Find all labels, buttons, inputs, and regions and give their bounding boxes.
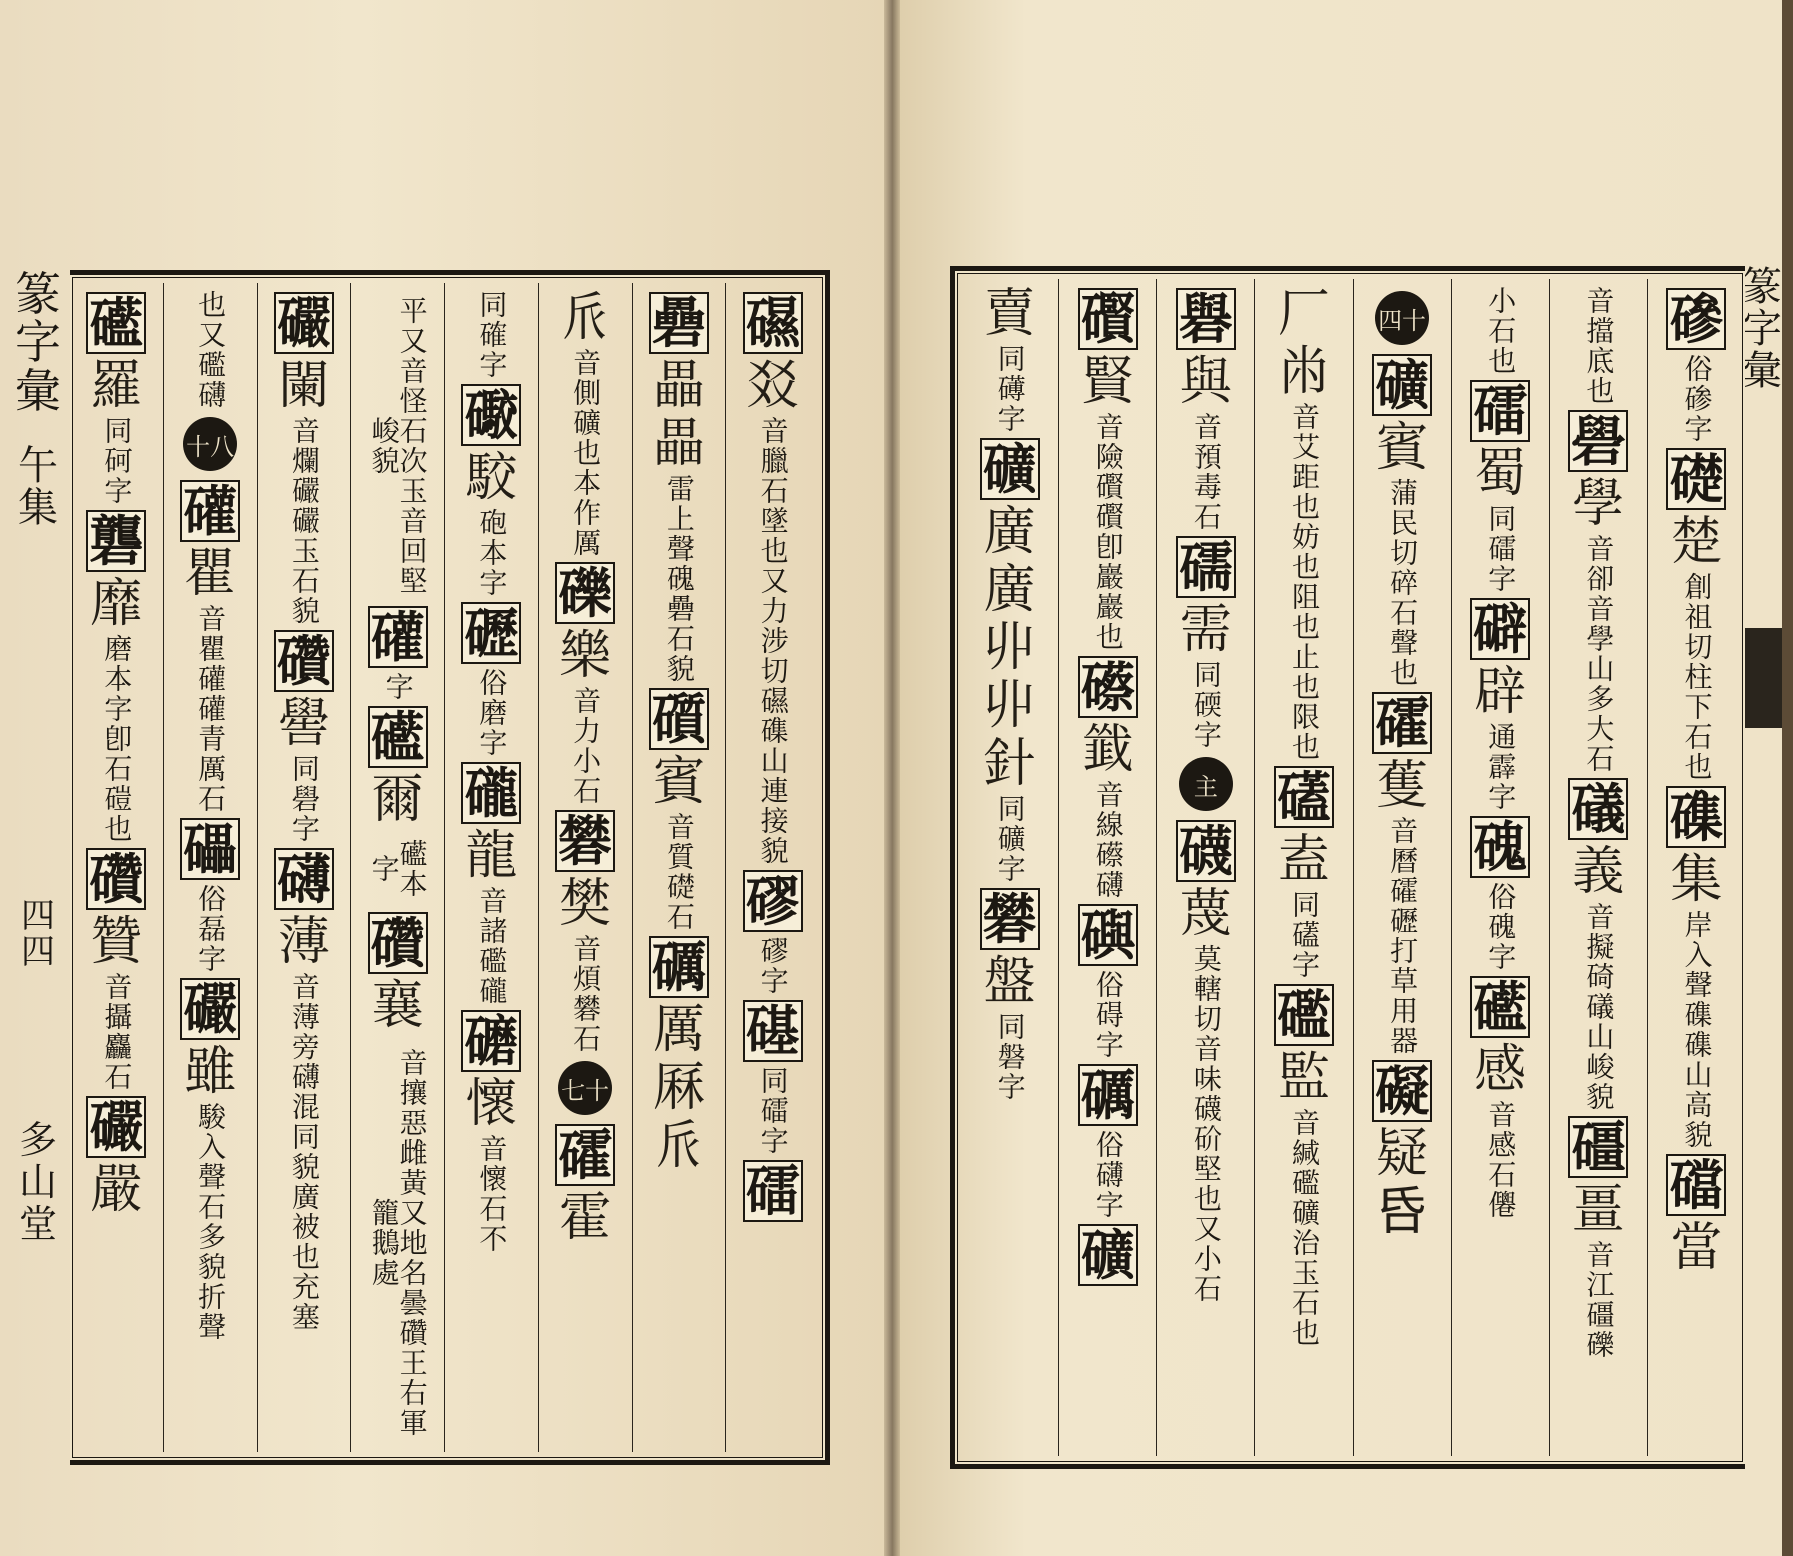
annotation-text: 同砢字 xyxy=(100,416,134,506)
headword-glyph: 礴 xyxy=(274,848,334,910)
seal-script-glyph: 𠂢 xyxy=(559,288,612,348)
headword-glyph: 礥 xyxy=(1078,288,1138,350)
headword-glyph: 礘 xyxy=(743,292,803,354)
annotation-text: 俗磨字 xyxy=(475,668,509,758)
headword-glyph: 礪 xyxy=(649,936,709,998)
page-number: 四四 xyxy=(21,895,55,972)
seal-script-glyph: 辟 xyxy=(1474,662,1527,722)
annotation-text: 音艾距也妨也阻也止也限也 xyxy=(1287,402,1321,762)
stroke-count-badge: 十八 xyxy=(183,417,237,471)
text-column xyxy=(725,283,819,1452)
headword-glyph: 礭 xyxy=(555,1124,615,1186)
headword-glyph: 礚 xyxy=(1274,766,1334,828)
annotation-text: 音擬碕礒山峻貌 xyxy=(1582,902,1616,1112)
headword-glyph: 礑 xyxy=(1666,1154,1726,1216)
headword-glyph: 礷 xyxy=(1470,976,1530,1038)
annotation-text: 通霹字 xyxy=(1484,722,1518,812)
text-column xyxy=(538,283,632,1452)
annotation-text: 音攘惡雌黃又地名曇礸王右軍籠鵝處 xyxy=(367,1048,429,1439)
headword-glyph: 礌 xyxy=(743,1160,803,1222)
text-column xyxy=(1353,279,1451,1456)
headword-glyph: 礜 xyxy=(1176,288,1236,350)
seal-script-glyph: 疑 xyxy=(1376,1124,1429,1184)
seal-script-glyph: 丱 xyxy=(983,676,1036,736)
text-column xyxy=(1451,279,1549,1456)
annotation-text: 同礌字 xyxy=(756,1066,790,1156)
annotation-text: 音曆礭礰打草用器 xyxy=(1386,816,1420,1056)
seal-script-glyph: 襄 xyxy=(371,975,424,1036)
annotation-text: 俗礴字 xyxy=(1091,1130,1125,1220)
annotation-text: 同確字 xyxy=(475,290,509,380)
seal-script-glyph: 畾 xyxy=(652,414,705,474)
headword-glyph: 礨 xyxy=(649,292,709,354)
annotation-text: 音感石㒨 xyxy=(1484,1100,1518,1220)
text-column xyxy=(257,283,351,1452)
book-gutter xyxy=(884,0,900,1556)
headword-glyph: 礪 xyxy=(1078,1064,1138,1126)
seal-script-glyph: 薄 xyxy=(277,912,330,972)
annotation-text: 平又音怪石次玉音回堅峻貌 xyxy=(367,295,429,596)
annotation-text: 音卻音學山多大石 xyxy=(1582,534,1616,774)
seal-script-glyph: 與 xyxy=(1179,352,1232,412)
seal-script-glyph: 爾 xyxy=(371,769,424,830)
seal-script-glyph: 厂 xyxy=(1277,284,1330,344)
headword-glyph: 礦 xyxy=(1372,354,1432,416)
seal-script-glyph: 駮 xyxy=(465,448,518,508)
seal-script-glyph: 畾 xyxy=(652,356,705,416)
seal-script-glyph: 羅 xyxy=(90,356,143,416)
seal-script-glyph: 樂 xyxy=(559,626,612,686)
annotation-text: 俗碜字 xyxy=(1680,354,1714,444)
headword-glyph: 礔 xyxy=(1470,598,1530,660)
annotation-text: 同礚字 xyxy=(1287,890,1321,980)
seal-script-glyph: 闌 xyxy=(277,356,330,416)
headword-glyph: 礸 xyxy=(86,848,146,910)
annotation-text: 俗磈字 xyxy=(1484,882,1518,972)
headword-glyph: 礱 xyxy=(86,510,146,572)
annotation-text: 俗磊字 xyxy=(194,884,228,974)
text-column xyxy=(632,283,726,1452)
seal-script-glyph: 義 xyxy=(1572,842,1625,902)
headword-glyph: 礶 xyxy=(180,480,240,542)
annotation-text: 音側礦也本作厲 xyxy=(569,348,603,558)
seal-script-glyph: 賓 xyxy=(1376,418,1429,478)
stroke-count-badge: 七十 xyxy=(558,1061,612,1115)
headword-glyph: 礣 xyxy=(1176,820,1236,882)
annotation-text: 音線礤礴 xyxy=(1091,780,1125,900)
stroke-count-badge: 四十 xyxy=(1375,291,1429,345)
headword-glyph: 礫 xyxy=(555,562,615,624)
seal-script-glyph: 盍 xyxy=(1277,830,1330,890)
annotation-text: 俗碍字 xyxy=(1091,970,1125,1060)
headword-glyph: 磈 xyxy=(1470,816,1530,878)
seal-script-glyph: 蜀 xyxy=(1474,444,1527,504)
headword-glyph: 礸 xyxy=(274,630,334,692)
headword-glyph: 礦 xyxy=(1078,1224,1138,1286)
seal-script-glyph: 感 xyxy=(1474,1040,1527,1100)
seal-script-glyph: 盤 xyxy=(983,952,1036,1012)
annotation-text: 蒲民切碎石聲也 xyxy=(1386,478,1420,688)
annotation-text: 同磐字 xyxy=(993,1012,1027,1102)
annotation-text: 音力小石 xyxy=(569,686,603,806)
headword-glyph: 礧 xyxy=(180,818,240,880)
seal-script-glyph: 學 xyxy=(1572,474,1625,534)
seal-script-glyph: 韱 xyxy=(1081,720,1134,780)
seal-script-glyph: 厤 xyxy=(652,1058,705,1118)
text-column xyxy=(70,283,163,1452)
headword-glyph: 礬 xyxy=(980,888,1040,950)
headword-glyph: 礦 xyxy=(980,438,1040,500)
headword-glyph: 礖 xyxy=(1078,904,1138,966)
left-text-frame xyxy=(70,270,830,1465)
annotation-text: 音瞿礶礶青厲石 xyxy=(194,604,228,814)
annotation-text: 音險礥礥卽巖巖也 xyxy=(1091,412,1125,652)
text-column xyxy=(1156,279,1254,1456)
annotation-text: 也又礛礴 xyxy=(194,290,228,410)
seal-script-glyph: 丱 xyxy=(983,618,1036,678)
seal-script-glyph: 楚 xyxy=(1670,512,1723,572)
text-column xyxy=(1549,279,1647,1456)
annotation-text: 音煩礬石 xyxy=(569,934,603,1054)
headword-glyph: 礹 xyxy=(86,1096,146,1158)
seal-script-glyph: 懷 xyxy=(465,1074,518,1134)
seal-script-glyph: 廣 xyxy=(983,502,1036,562)
seal-script-glyph: 需 xyxy=(1179,600,1232,660)
headword-glyph: 礰 xyxy=(461,602,521,664)
headword-glyph: 礒 xyxy=(1568,778,1628,840)
text-column xyxy=(1058,279,1156,1456)
annotation-text: 礷本字 xyxy=(367,838,429,899)
text-column xyxy=(350,283,444,1452)
headword-glyph: 磣 xyxy=(1666,288,1726,350)
right-text-frame xyxy=(950,266,1745,1469)
annotation-text: 同礦字 xyxy=(993,794,1027,884)
annotation-text: 雷上聲磈礨石貌 xyxy=(662,474,696,684)
seal-script-glyph: 針 xyxy=(983,734,1036,794)
headword-glyph: 礷 xyxy=(368,706,428,768)
annotation-text: 音懷石不 xyxy=(475,1134,509,1254)
seal-script-glyph: 㸚 xyxy=(746,356,799,416)
headword-glyph: 磟 xyxy=(743,870,803,932)
annotation-text: 岸入聲磼磼山高貌 xyxy=(1680,910,1714,1150)
headword-glyph: 礙 xyxy=(1372,1060,1432,1122)
annotation-text: 同礐字 xyxy=(287,754,321,844)
seal-script-glyph: 樊 xyxy=(559,874,612,934)
headword-glyph: 礝 xyxy=(1176,536,1236,598)
headword-glyph: 礳 xyxy=(461,1010,521,1072)
seal-script-glyph: 雖 xyxy=(184,1042,237,1102)
headword-glyph: 礶 xyxy=(368,606,428,668)
annotation-text: 莫轄切音味礣砎堅也又小石 xyxy=(1189,944,1223,1304)
seal-script-glyph: 𠯑 xyxy=(1376,1182,1429,1242)
book-title-right: 篆字彙 xyxy=(1742,264,1782,394)
annotation-text: 小石也 xyxy=(1484,286,1518,376)
seal-script-glyph: 蔑 xyxy=(1179,884,1232,944)
annotation-text: 音爛礹礹玉石貌 xyxy=(287,416,321,626)
seal-script-glyph: 嚴 xyxy=(90,1160,143,1220)
seal-script-glyph: 賓 xyxy=(652,752,705,812)
seal-script-glyph: 當 xyxy=(1670,1218,1723,1278)
seal-script-glyph: 㡀 xyxy=(1277,342,1330,402)
headword-glyph: 礤 xyxy=(1078,656,1138,718)
left-margin-strip xyxy=(14,267,62,1460)
annotation-text: 音擋底也 xyxy=(1582,286,1616,406)
text-column xyxy=(1254,279,1352,1456)
seal-script-glyph: 監 xyxy=(1277,1048,1330,1108)
annotation-text: 音諸礛礲 xyxy=(475,886,509,1006)
text-column xyxy=(1647,279,1745,1456)
seal-script-glyph: 霍 xyxy=(559,1188,612,1248)
seal-script-glyph: 賢 xyxy=(1081,352,1134,412)
seal-script-glyph: 𠂢 xyxy=(652,1116,705,1176)
headword-glyph: 礎 xyxy=(1666,448,1726,510)
seal-script-glyph: 賣 xyxy=(983,284,1036,344)
seal-script-glyph: 靡 xyxy=(90,574,143,634)
headword-glyph: 礩 xyxy=(649,688,709,750)
annotation-text: 駿入聲石多貌折聲 xyxy=(194,1102,228,1342)
headword-glyph: 礓 xyxy=(1568,1116,1628,1178)
annotation-text: 音緘礛礦治玉石也 xyxy=(1287,1108,1321,1348)
right-margin-strip xyxy=(1742,266,1782,686)
volume-label: 午集 xyxy=(18,442,58,531)
margin-tab xyxy=(1742,628,1782,728)
seal-script-glyph: 嚳 xyxy=(277,694,330,754)
annotation-text: 同碝字 xyxy=(1189,660,1223,750)
stroke-count-badge: 主 xyxy=(1179,757,1233,811)
headword-glyph: 礛 xyxy=(1274,984,1334,1046)
seal-script-glyph: 贊 xyxy=(90,912,143,972)
annotation-text: 音攝麤石 xyxy=(100,972,134,1092)
page-edge xyxy=(1782,0,1793,1556)
headword-glyph: 礭 xyxy=(1372,692,1432,754)
publisher-name: 多山堂 xyxy=(18,1118,57,1246)
annotation-text: 音江礓礫 xyxy=(1582,1240,1616,1360)
headword-glyph: 礐 xyxy=(1568,410,1628,472)
seal-script-glyph: 瞿 xyxy=(184,544,237,604)
book-title: 篆字彙 xyxy=(15,267,61,418)
annotation-text: 磨本字卽石磑也 xyxy=(100,634,134,844)
headword-glyph: 礷 xyxy=(86,292,146,354)
annotation-text: 字 xyxy=(381,671,415,702)
annotation-text: 音薄旁礴混同貌廣被也充塞 xyxy=(287,972,321,1332)
left-columns xyxy=(70,283,819,1452)
text-column xyxy=(163,283,257,1452)
headword-glyph: 礹 xyxy=(180,978,240,1040)
annotation-text: 音臘石墜也又力涉切礘磼山連接貌 xyxy=(756,416,790,866)
seal-script-glyph: 廣 xyxy=(983,560,1036,620)
headword-glyph: 礲 xyxy=(461,762,521,824)
annotation-text: 同礌字 xyxy=(1484,504,1518,594)
seal-script-glyph: 厲 xyxy=(652,1000,705,1060)
seal-script-glyph: 蒦 xyxy=(1376,756,1429,816)
annotation-text: 砲本字 xyxy=(475,508,509,598)
annotation-text: 音質礎石 xyxy=(662,812,696,932)
headword-glyph: 礹 xyxy=(274,292,334,354)
seal-script-glyph: 畺 xyxy=(1572,1180,1625,1240)
annotation-text: 同礡字 xyxy=(993,344,1027,434)
seal-script-glyph: 集 xyxy=(1670,850,1723,910)
text-column xyxy=(961,279,1058,1456)
annotation-text: 創祖切柱下石也 xyxy=(1680,572,1714,782)
seal-script-glyph: 龍 xyxy=(465,826,518,886)
headword-glyph: 礸 xyxy=(368,912,428,974)
headword-glyph: 磼 xyxy=(1666,786,1726,848)
headword-glyph: 礬 xyxy=(555,810,615,872)
annotation-text: 音預毒石 xyxy=(1189,412,1223,532)
right-columns xyxy=(961,279,1745,1456)
annotation-text: 磟字 xyxy=(756,936,790,996)
headword-glyph: 礮 xyxy=(461,384,521,446)
text-column xyxy=(444,283,538,1452)
headword-glyph: 𥕛 xyxy=(743,1000,803,1062)
headword-glyph: 礌 xyxy=(1470,380,1530,442)
